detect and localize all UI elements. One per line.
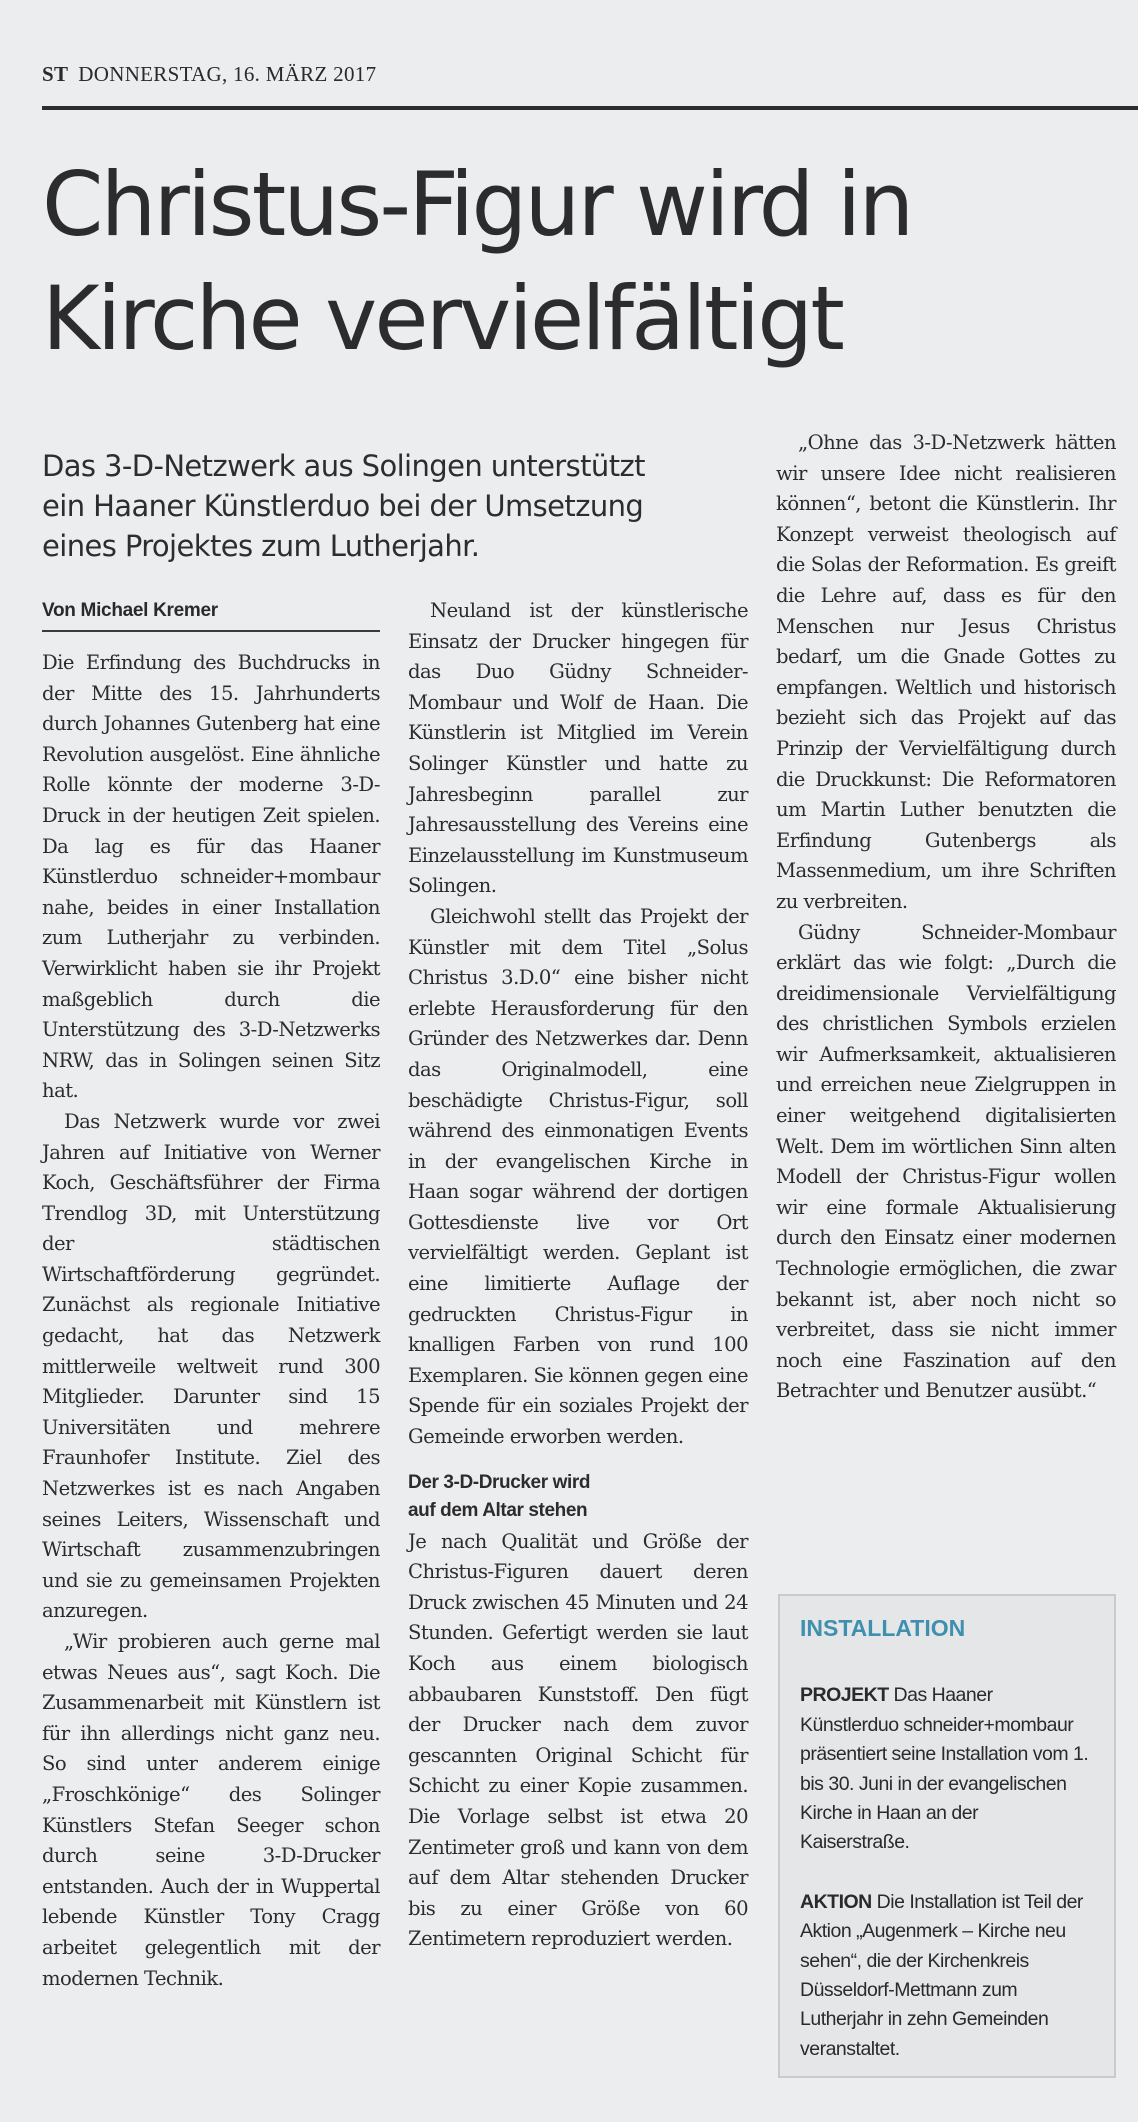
info-box-item	[800, 1681, 1092, 1857]
paragraph: Das Netzwerk wurde vor zwei Jahren auf Initiative von Werner Koch, Geschäftsführer der Firma Trendlog 3D, mit Unterstützung der städtischen Wirtschaftförderung gegründet. Zunächst als regionale Initiative gedacht, hat das Netzwerk mittlerweile weltweit rund 300 Mitglieder. Darunter sind 15 Universitäten und mehrere Fraunhofer Institute. Ziel des Netzwerkes ist es nach Angaben seines Leiters, Wissenschaft und Wirtschaft zusammenzubringen und sie zu gemeinsamen Projekten anzuregen.	[42, 1109, 380, 1623]
article-column-3	[776, 428, 1116, 1407]
paper-abbreviation: ST	[42, 62, 69, 86]
info-box-key: AKTION	[800, 1890, 872, 1913]
subheadline-line: Das 3-D-Netzwerk aus Solingen unterstützt	[42, 449, 645, 483]
headline-line: Christus-Figur wird in	[42, 153, 912, 256]
info-box	[778, 1594, 1116, 2078]
headline-line: Kirche vervielfältigt	[42, 267, 843, 370]
subheadline-line: ein Haaner Künstlerduo bei der Umsetzung	[42, 489, 644, 523]
paragraph: „Wir probieren auch gerne mal etwas Neues aus“, sagt Koch. Die Zusammenarbeit mit Künstlern ist für ihn allerdings nicht ganz neu. So sind unter anderem einige „Froschkönige“ des Solinger Künstlers Stefan Seeger schon durch seine 3-D-Drucker entstanden. Auch der in Wuppertal lebende Künstler Tony Cragg arbeitet gelegentlich mit der modernen Technik.	[42, 1630, 380, 1990]
section-subheading-line: Der 3-D-Drucker wird	[408, 1471, 591, 1493]
paragraph: „Ohne das 3-D-Netzwerk hätten wir unsere Idee nicht realisieren können“, betont die Künstlerin. Ihr Konzept verweist theologisch auf die Solas der Reformation. Es greift die Lehre auf, dass es für den Menschen nur Jesus Christus bedarf, um die Gnade Gottes zu empfangen. Weltlich und historisch bezieht sich das Projekt auf das Prinzip der Vervielfältigung durch die Druckkunst: Die Reformatoren um Martin Luther benutzten die Erfindung Gutenbergs als Massenmedium, um ihre Schriften zu verbreiten.	[776, 431, 1116, 913]
paragraph: Die Erfindung des Buchdrucks in der Mitte des 15. Jahrhunderts durch Johannes Gutenberg hat eine Revolution ausgelöst. Eine ähnliche Rolle könnte der moderne 3-D-Druck in der heutigen Zeit spielen. Da lag es für das Haaner Künstlerduo schneider+mombaur nahe, beides in einer Installation zum Lutherjahr zu verbinden. Verwirklicht haben sie ihr Projekt maßgeblich durch die Unterstützung des 3-D-Netzwerks NRW, das in Solingen seinen Sitz hat.	[42, 651, 380, 1103]
headline	[42, 148, 1122, 376]
section-subheading	[408, 1469, 748, 1525]
article-column-2	[408, 596, 748, 1955]
dateline	[42, 62, 376, 87]
subheadline	[42, 446, 752, 566]
info-box-title: INSTALLATION	[800, 1615, 966, 1641]
byline: Von Michael Kremer	[42, 600, 380, 632]
header-rule	[42, 106, 1138, 110]
info-box-text: Das Haaner Künstlerduo schneider+mombaur präsentiert seine Installation vom 1. bis 30. Juni in der evangelischen Kirche in Haan an der Kaiserstraße.	[800, 1684, 1089, 1854]
info-box-text: Die Installation ist Teil der Aktion „Augenmerk – Kirche neu sehen“, die der Kirchenkreis Düsseldorf-Mettmann zum Lutherjahr in zehn Gemeinden veranstaltet.	[800, 1890, 1083, 2060]
section-subheading-line: auf dem Altar stehen	[408, 1499, 588, 1521]
subheadline-line: eines Projektes zum Lutherjahr.	[42, 529, 480, 563]
info-box-item	[800, 1888, 1092, 2064]
paragraph: Je nach Qualität und Größe der Christus-Figuren dauert deren Druck zwischen 45 Minuten und 24 Stunden. Gefertigt werden sie laut Koch aus einem biologisch abbaubaren Kunststoff. Den fügt der Drucker nach dem zuvor gescannten Original Schicht für Schicht zu einer Kopie zusammen. Die Vorlage selbst ist etwa 20 Zentimeter groß und kann von dem auf dem Altar stehenden Drucker bis zu einer Größe von 60 Zentimetern reproduziert werden.	[408, 1529, 748, 1951]
issue-date: DONNERSTAG, 16. MÄRZ 2017	[78, 62, 377, 86]
paragraph: Neuland ist der künstlerische Einsatz der Drucker hingegen für das Duo Güdny Schneider-Mombaur und Wolf de Haan. Die Künstlerin ist Mitglied im Verein Solinger Künstler und hatte zu Jahresbeginn parallel zur Jahresausstellung des Vereins eine Einzelausstellung im Kunstmuseum Solingen.	[408, 599, 748, 898]
paragraph: Güdny Schneider-Mombaur erklärt das wie folgt: „Durch die dreidimensionale Vervielfältigung des christlichen Symbols erzielen wir Aufmerksamkeit, aktualisieren und erreichen neue Zielgruppen in einer weitgehend digitalisierten Welt. Dem im wörtlichen Sinn alten Modell der Christus-Figur wollen wir eine formale Aktualisierung durch den Einsatz einer modernen Technologie ermöglichen, die zwar bekannt ist, aber noch nicht so verbreitet, dass sie nicht immer noch eine Faszination auf den Betrachter und Benutzer ausübt.“	[776, 920, 1116, 1403]
paragraph: Gleichwohl stellt das Projekt der Künstler mit dem Titel „Solus Christus 3.D.0“ eine bisher nicht erlebte Herausforderung für den Gründer des Netzwerkes dar. Denn das Originalmodell, eine beschädigte Christus-Figur, soll während des einmonatigen Events in der evangelischen Kirche in Haan sogar während der dortigen Gottesdienste live vor Ort vervielfältigt werden. Geplant ist eine limitierte Auflage der gedruckten Christus-Figur in knalligen Farben von rund 100 Exemplaren. Sie können gegen eine Spende für ein soziales Projekt der Gemeinde erworben werden.	[408, 904, 748, 1449]
article-column-1	[42, 648, 380, 1994]
info-box-key: PROJEKT	[800, 1684, 889, 1707]
